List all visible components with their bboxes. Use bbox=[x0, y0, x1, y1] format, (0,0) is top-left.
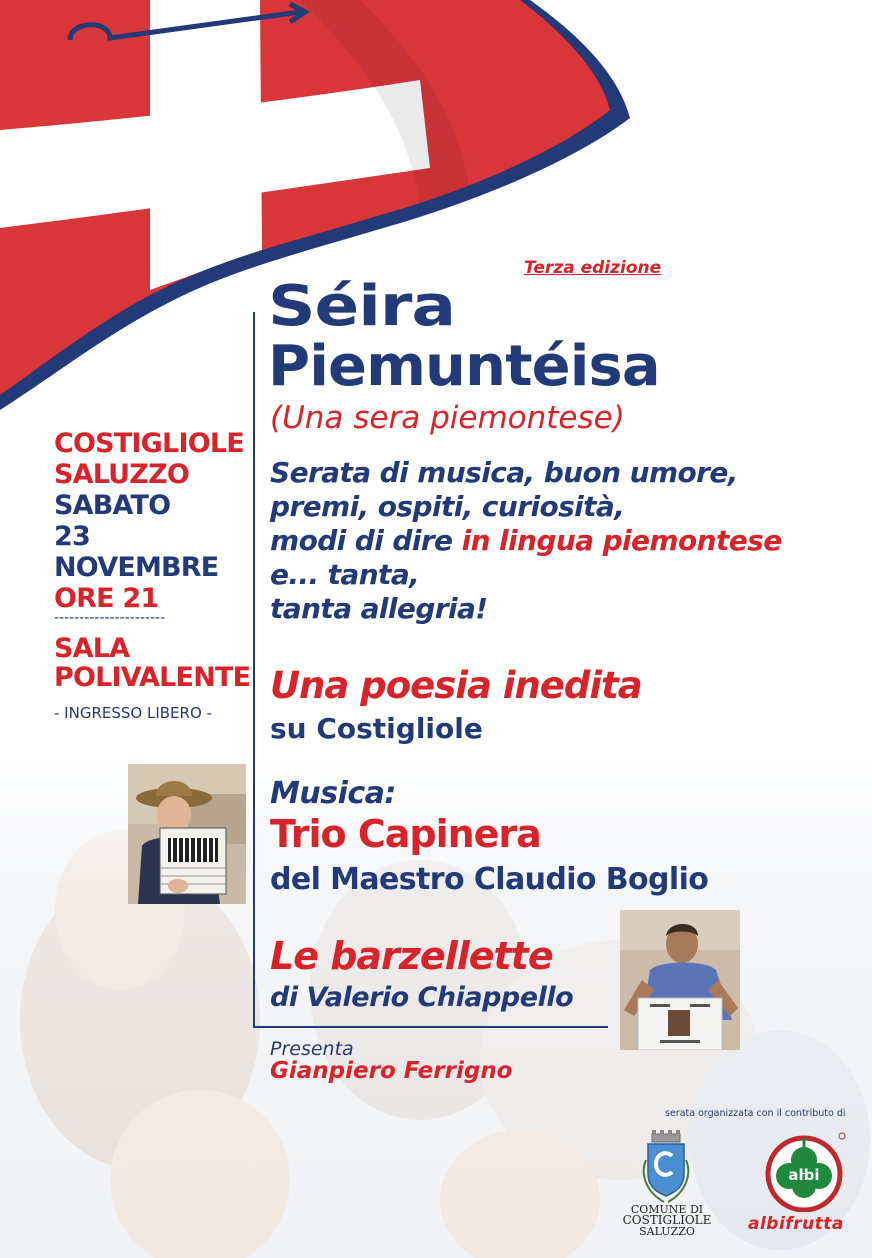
presenter-label: Presenta bbox=[270, 1038, 354, 1060]
town-line-1: COSTIGLIOLE bbox=[54, 428, 244, 459]
venue-line-2: POLIVALENTE bbox=[54, 662, 251, 693]
description-text: modi di dire bbox=[270, 524, 462, 557]
title-line-2: Piemuntéisa bbox=[268, 332, 660, 399]
barzellette-title: Le barzellette bbox=[270, 934, 553, 978]
albifrutta-wordmark: albifrutta bbox=[748, 1214, 844, 1234]
title-line-1: Séira bbox=[268, 272, 456, 339]
event-day: SABATO bbox=[54, 490, 171, 521]
description-highlight: in lingua piemontese bbox=[461, 524, 782, 557]
dashed-separator: ---------------------- bbox=[54, 610, 166, 626]
description-line bbox=[270, 524, 860, 558]
description-line: premi, ospiti, curiosità, bbox=[270, 490, 625, 523]
albi-logo-text: albi bbox=[788, 1166, 820, 1184]
description-line: e... tanta, bbox=[270, 558, 420, 591]
musica-label: Musica: bbox=[270, 776, 396, 811]
venue-line-1: SALA bbox=[54, 633, 130, 664]
town-line-2: SALUZZO bbox=[54, 459, 190, 490]
albi-clover-logo-icon bbox=[756, 1128, 852, 1212]
music-maestro: del Maestro Claudio Boglio bbox=[270, 862, 709, 897]
poesia-subtitle: su Costigliole bbox=[270, 712, 483, 745]
event-time: ORE 21 bbox=[54, 583, 159, 614]
comune-crest-icon bbox=[638, 1130, 694, 1206]
comune-line-2: COSTIGLIOLE bbox=[622, 1213, 712, 1227]
barzellette-author: di Valerio Chiappello bbox=[270, 982, 574, 1013]
description-line: tanta allegria! bbox=[270, 592, 488, 625]
event-month: NOVEMBRE bbox=[54, 552, 219, 583]
comune-name bbox=[612, 1204, 722, 1237]
comune-line-1: COMUNE DI bbox=[630, 1203, 704, 1216]
edition-label: Terza edizione bbox=[524, 258, 662, 278]
subtitle: (Una sera piemontese) bbox=[270, 400, 625, 436]
accordion-player-photo bbox=[128, 764, 246, 904]
event-description bbox=[270, 456, 860, 626]
horizontal-divider bbox=[253, 1026, 608, 1028]
description-line: Serata di musica, buon umore, bbox=[270, 456, 738, 489]
presenter-name: Gianpiero Ferrigno bbox=[270, 1058, 513, 1084]
vertical-divider bbox=[253, 312, 255, 1027]
comune-line-3: SALUZZO bbox=[639, 1225, 695, 1238]
event-info bbox=[54, 428, 244, 614]
poesia-title: Una poesia inedita bbox=[270, 664, 642, 707]
entry-note: - INGRESSO LIBERO - bbox=[54, 704, 212, 722]
sponsor-note: serata organizzata con il contributo di bbox=[665, 1108, 846, 1119]
event-date: 23 bbox=[54, 521, 90, 552]
venue bbox=[54, 634, 250, 692]
comedian-photo bbox=[620, 910, 740, 1050]
music-group-name: Trio Capinera bbox=[270, 812, 541, 856]
